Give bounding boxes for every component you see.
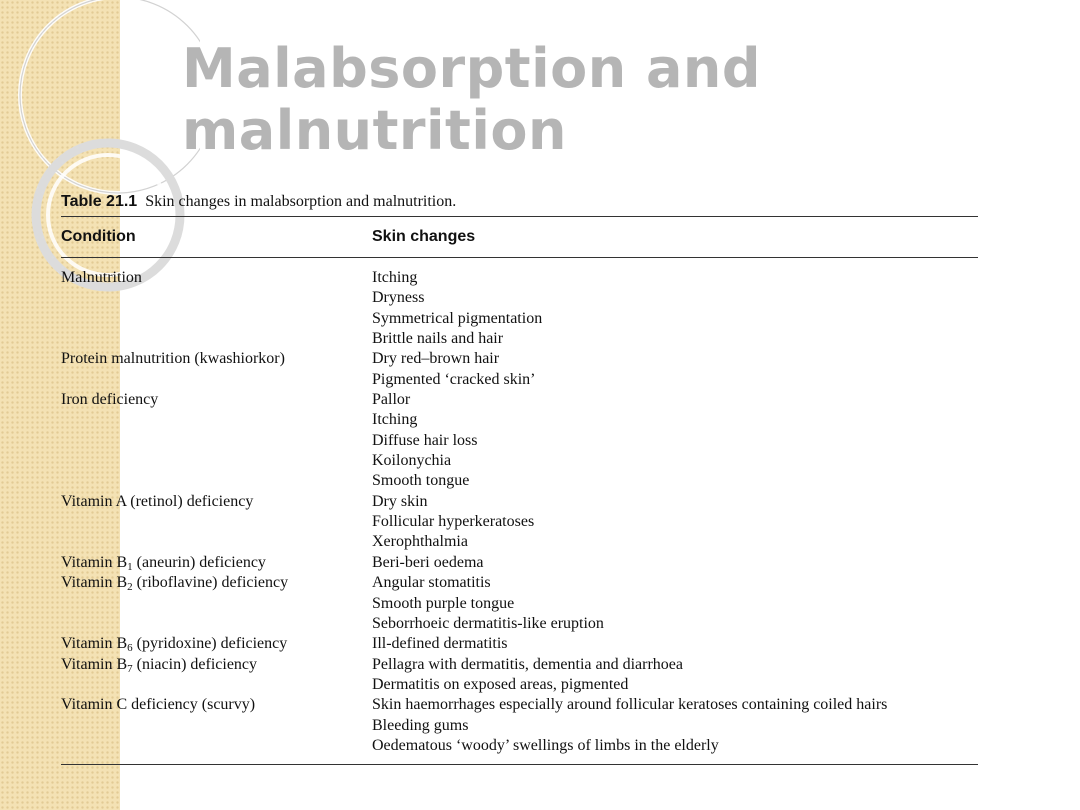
table-header-row xyxy=(61,217,978,257)
condition-text: Vitamin B xyxy=(61,635,128,653)
skin-change-item: Smooth purple tongue xyxy=(372,594,515,612)
table-row xyxy=(61,634,978,654)
skin-change-item: Dry skin xyxy=(372,492,428,510)
condition-subscript: 2 xyxy=(127,581,133,594)
skin-change-item: Brittle nails and hair xyxy=(372,330,504,348)
slide-title-line-2: malnutrition xyxy=(182,99,567,162)
condition-text-suffix: (riboflavine) deficiency xyxy=(132,574,289,592)
skin-change-item: Follicular hyperkeratoses xyxy=(372,513,535,531)
skin-change-item: Ill-defined dermatitis xyxy=(372,635,508,653)
condition-text: Vitamin A (retinol) deficiency xyxy=(61,492,254,510)
header-skin-changes: Skin changes xyxy=(372,228,476,245)
table-caption-text: Skin changes in malabsorption and malnutrition. xyxy=(145,193,457,210)
header-condition: Condition xyxy=(61,228,136,245)
condition-text-suffix: (pyridoxine) deficiency xyxy=(132,635,288,653)
skin-change-item: Symmetrical pigmentation xyxy=(372,309,543,327)
skin-change-item: Itching xyxy=(372,269,418,286)
skin-changes-cell xyxy=(372,268,978,349)
table-row xyxy=(61,553,978,573)
table-row xyxy=(61,492,978,553)
condition-text-suffix: (niacin) deficiency xyxy=(132,655,258,673)
condition-cell xyxy=(61,390,372,492)
skin-change-item: Seborrhoeic dermatitis-like eruption xyxy=(372,614,604,632)
skin-changes-cell xyxy=(372,655,978,696)
table-bottom-rule xyxy=(61,764,978,765)
condition-text: Malnutrition xyxy=(61,269,142,286)
skin-change-item: Beri-beri oedema xyxy=(372,553,484,571)
table-body xyxy=(61,258,978,764)
skin-change-item: Bleeding gums xyxy=(372,716,469,734)
condition-text: Vitamin B xyxy=(61,574,128,592)
table-row xyxy=(61,268,978,349)
condition-cell xyxy=(61,634,372,654)
condition-cell xyxy=(61,695,372,756)
table-row xyxy=(61,655,978,696)
skin-changes-cell xyxy=(372,492,978,553)
skin-change-item: Diffuse hair loss xyxy=(372,431,478,449)
condition-cell xyxy=(61,655,372,696)
condition-cell xyxy=(61,492,372,553)
table-row xyxy=(61,573,978,634)
table-caption xyxy=(61,190,978,216)
skin-changes-cell xyxy=(372,553,978,573)
condition-subscript: 6 xyxy=(127,642,133,655)
skin-change-item: Dryness xyxy=(372,289,425,307)
skin-changes-cell xyxy=(372,390,978,492)
table-caption-label: Table 21.1 xyxy=(61,193,138,210)
skin-change-item: Angular stomatitis xyxy=(372,574,491,592)
skin-changes-cell xyxy=(372,573,978,634)
skin-change-item: Pallor xyxy=(372,391,411,409)
skin-change-item: Pellagra with dermatitis, dementia and diarrhoea xyxy=(372,655,683,673)
skin-change-item: Oedematous ‘woody’ swellings of limbs in the elderly xyxy=(372,736,719,754)
skin-change-item: Skin haemorrhages especially around follicular keratoses containing coiled hairs xyxy=(372,696,888,714)
condition-cell xyxy=(61,268,372,349)
condition-text: Iron deficiency xyxy=(61,391,159,409)
skin-change-item: Dry red–brown hair xyxy=(372,350,500,368)
condition-text: Vitamin B xyxy=(61,655,128,673)
condition-text: Vitamin C deficiency (scurvy) xyxy=(61,696,256,714)
slide-title-line-1: Malabsorption and xyxy=(182,37,762,100)
condition-text-suffix: (aneurin) deficiency xyxy=(132,553,266,571)
skin-changes-cell xyxy=(372,695,978,756)
table-row xyxy=(61,695,978,756)
skin-change-item: Itching xyxy=(372,411,418,429)
slide-title xyxy=(182,38,761,162)
condition-subscript: 1 xyxy=(127,560,133,573)
skin-changes-cell xyxy=(372,349,978,390)
condition-text: Protein malnutrition (kwashiorkor) xyxy=(61,350,285,368)
skin-change-item: Pigmented ‘cracked skin’ xyxy=(372,370,536,388)
table-row xyxy=(61,390,978,492)
skin-change-item: Xerophthalmia xyxy=(372,533,468,551)
skin-changes-table xyxy=(61,190,978,765)
table-row xyxy=(61,349,978,390)
skin-change-item: Koilonychia xyxy=(372,452,452,470)
condition-cell xyxy=(61,573,372,634)
condition-subscript: 7 xyxy=(127,662,133,675)
condition-cell xyxy=(61,553,372,573)
condition-text: Vitamin B xyxy=(61,553,128,571)
condition-cell xyxy=(61,349,372,390)
skin-change-item: Dermatitis on exposed areas, pigmented xyxy=(372,675,629,693)
skin-change-item: Smooth tongue xyxy=(372,472,470,490)
skin-changes-cell xyxy=(372,634,978,654)
